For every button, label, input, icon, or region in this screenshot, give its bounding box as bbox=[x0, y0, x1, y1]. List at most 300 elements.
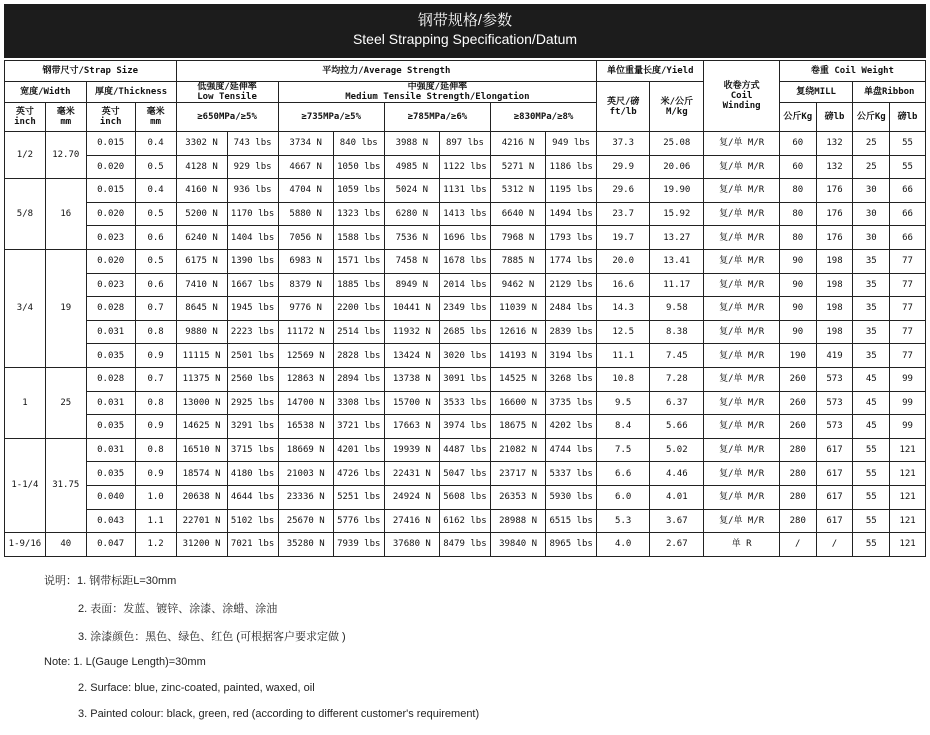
mill-lb-cell: 573 bbox=[816, 367, 853, 391]
med735-n-cell: 8379 N bbox=[278, 273, 333, 297]
header-line: mm bbox=[150, 117, 162, 127]
med830-n-cell: 16600 N bbox=[490, 391, 545, 415]
header-line: mm bbox=[60, 117, 72, 127]
ribbon-kg-cell: 55 bbox=[853, 462, 890, 486]
mill-kg-header: 公斤Kg bbox=[779, 103, 816, 132]
med735-lbs-cell: 4726 lbs bbox=[333, 462, 384, 486]
mill-kg-cell: 90 bbox=[779, 273, 816, 297]
ribbon-kg-cell: 35 bbox=[853, 320, 890, 344]
table-row bbox=[5, 179, 926, 203]
med785-lbs-cell: 1131 lbs bbox=[439, 179, 490, 203]
title-chinese: 钢带规格/参数 bbox=[417, 12, 513, 29]
ribbon-kg-cell: 25 bbox=[853, 155, 890, 179]
ribbon-lb-cell: 66 bbox=[890, 202, 926, 226]
table-row bbox=[5, 533, 926, 557]
med785-n-cell: 8949 N bbox=[384, 273, 439, 297]
thickness-mm-cell: 0.5 bbox=[135, 155, 176, 179]
med785-n-cell: 19939 N bbox=[384, 438, 439, 462]
med785-lbs-cell: 3974 lbs bbox=[439, 415, 490, 439]
thickness-mm-cell: 0.9 bbox=[135, 415, 176, 439]
m-per-kg-cell: 9.58 bbox=[650, 297, 704, 321]
mill-kg-cell: 280 bbox=[779, 485, 816, 509]
ribbon-lb-cell: 121 bbox=[890, 485, 926, 509]
thickness-header: 厚度/Thickness bbox=[86, 82, 176, 103]
med735-n-cell: 35280 N bbox=[278, 533, 333, 557]
ribbon-kg-cell: 45 bbox=[853, 391, 890, 415]
m-per-kg-cell: 8.38 bbox=[650, 320, 704, 344]
med735-n-cell: 23336 N bbox=[278, 485, 333, 509]
header-line: inch bbox=[14, 117, 36, 127]
med735-n-cell: 11172 N bbox=[278, 320, 333, 344]
grade-650-header: ≥650MPa/≥5% bbox=[176, 103, 278, 132]
med830-lbs-cell: 5930 lbs bbox=[546, 485, 597, 509]
ft-per-lb-cell: 16.6 bbox=[597, 273, 650, 297]
winding-cell: 复/单 M/R bbox=[704, 202, 780, 226]
med830-lbs-cell: 2839 lbs bbox=[546, 320, 597, 344]
width-mm-cell: 31.75 bbox=[45, 438, 86, 532]
width-mm-cell: 16 bbox=[45, 179, 86, 250]
title-banner bbox=[4, 4, 926, 58]
med735-lbs-cell: 1050 lbs bbox=[333, 155, 384, 179]
note-en-1: Note: 1. L(Gauge Length)=30mm bbox=[44, 656, 206, 668]
low-lbs-cell: 5102 lbs bbox=[227, 509, 278, 533]
mill-lb-cell: 617 bbox=[816, 462, 853, 486]
med735-lbs-cell: 2514 lbs bbox=[333, 320, 384, 344]
mill-kg-cell: 260 bbox=[779, 367, 816, 391]
header-line: 英寸 bbox=[15, 107, 34, 117]
thickness-inch-cell: 0.035 bbox=[86, 344, 135, 368]
width-mm-cell: 40 bbox=[45, 533, 86, 557]
header-line: 毫米 bbox=[56, 107, 75, 117]
ribbon-header: 单盘Ribbon bbox=[853, 82, 926, 103]
ft-per-lb-cell: 11.1 bbox=[597, 344, 650, 368]
mill-lb-cell: 573 bbox=[816, 391, 853, 415]
m-per-kg-cell: 5.66 bbox=[650, 415, 704, 439]
med735-n-cell: 14700 N bbox=[278, 391, 333, 415]
low-tensile-en: Low Tensile bbox=[197, 92, 257, 102]
med785-n-cell: 13424 N bbox=[384, 344, 439, 368]
med785-lbs-cell: 6162 lbs bbox=[439, 509, 490, 533]
table-row bbox=[5, 297, 926, 321]
mill-header: 复绕MILL bbox=[779, 82, 853, 103]
ft-per-lb-cell: 12.5 bbox=[597, 320, 650, 344]
thickness-inch-header bbox=[86, 103, 135, 132]
med735-lbs-cell: 2828 lbs bbox=[333, 344, 384, 368]
table-row bbox=[5, 344, 926, 368]
med830-n-cell: 7968 N bbox=[490, 226, 545, 250]
thickness-inch-cell: 0.020 bbox=[86, 155, 135, 179]
med830-n-cell: 14525 N bbox=[490, 367, 545, 391]
table-row bbox=[5, 249, 926, 273]
ft-per-lb-cell: 5.3 bbox=[597, 509, 650, 533]
m-per-kg-cell: 7.45 bbox=[650, 344, 704, 368]
low-n-cell: 22701 N bbox=[176, 509, 227, 533]
low-lbs-cell: 936 lbs bbox=[227, 179, 278, 203]
winding-cell: 复/单 M/R bbox=[704, 226, 780, 250]
med735-n-cell: 4704 N bbox=[278, 179, 333, 203]
low-lbs-cell: 2560 lbs bbox=[227, 367, 278, 391]
mill-kg-cell: 280 bbox=[779, 438, 816, 462]
med785-n-cell: 37680 N bbox=[384, 533, 439, 557]
med830-lbs-cell: 8965 lbs bbox=[546, 533, 597, 557]
table-row bbox=[5, 462, 926, 486]
ribbon-lb-cell: 99 bbox=[890, 415, 926, 439]
med735-n-cell: 21003 N bbox=[278, 462, 333, 486]
grade-830-header: ≥830MPa/≥8% bbox=[490, 103, 596, 132]
m-per-kg-cell: 3.67 bbox=[650, 509, 704, 533]
low-lbs-cell: 929 lbs bbox=[227, 155, 278, 179]
thickness-inch-cell: 0.031 bbox=[86, 391, 135, 415]
med830-n-cell: 6640 N bbox=[490, 202, 545, 226]
m-per-kg-cell: 4.01 bbox=[650, 485, 704, 509]
ribbon-lb-cell: 55 bbox=[890, 155, 926, 179]
winding-cell: 复/单 M/R bbox=[704, 155, 780, 179]
med785-lbs-cell: 1678 lbs bbox=[439, 249, 490, 273]
med830-n-cell: 5271 N bbox=[490, 155, 545, 179]
ribbon-kg-cell: 55 bbox=[853, 509, 890, 533]
low-tensile-cn: 低强度/延伸率 bbox=[197, 82, 257, 92]
table-row bbox=[5, 320, 926, 344]
med830-n-cell: 4216 N bbox=[490, 132, 545, 156]
mill-lb-cell: 176 bbox=[816, 202, 853, 226]
low-n-cell: 18574 N bbox=[176, 462, 227, 486]
table-row bbox=[5, 132, 926, 156]
ribbon-lb-cell: 99 bbox=[890, 367, 926, 391]
ribbon-kg-cell: 30 bbox=[853, 226, 890, 250]
thickness-mm-cell: 0.4 bbox=[135, 179, 176, 203]
mill-kg-cell: 280 bbox=[779, 462, 816, 486]
ribbon-kg-cell: 30 bbox=[853, 179, 890, 203]
low-lbs-cell: 7021 lbs bbox=[227, 533, 278, 557]
med735-lbs-cell: 1885 lbs bbox=[333, 273, 384, 297]
m-per-kg-cell: 20.06 bbox=[650, 155, 704, 179]
med735-lbs-cell: 1059 lbs bbox=[333, 179, 384, 203]
mill-lb-cell: 617 bbox=[816, 485, 853, 509]
med830-n-cell: 26353 N bbox=[490, 485, 545, 509]
med735-n-cell: 6983 N bbox=[278, 249, 333, 273]
med830-lbs-cell: 4202 lbs bbox=[546, 415, 597, 439]
low-n-cell: 16510 N bbox=[176, 438, 227, 462]
ribbon-kg-cell: 25 bbox=[853, 132, 890, 156]
note-cn-3: 3. 涂漆颜色：黑色、绿色、红色 (可根据客户要求定做 ) bbox=[78, 631, 346, 643]
m-per-kg-cell: 4.46 bbox=[650, 462, 704, 486]
table-row bbox=[5, 438, 926, 462]
width-inch-cell: 1-9/16 bbox=[5, 533, 46, 557]
med785-n-cell: 11932 N bbox=[384, 320, 439, 344]
ribbon-kg-cell: 55 bbox=[853, 485, 890, 509]
thickness-inch-cell: 0.031 bbox=[86, 320, 135, 344]
thickness-inch-cell: 0.040 bbox=[86, 485, 135, 509]
med735-n-cell: 25670 N bbox=[278, 509, 333, 533]
thickness-mm-cell: 0.5 bbox=[135, 249, 176, 273]
mill-kg-cell: 190 bbox=[779, 344, 816, 368]
note-cn-1: 说明：1. 钢带标距L=30mm bbox=[44, 575, 177, 587]
ribbon-kg-cell: 55 bbox=[853, 438, 890, 462]
med785-lbs-cell: 897 lbs bbox=[439, 132, 490, 156]
med735-lbs-cell: 7939 lbs bbox=[333, 533, 384, 557]
grade-735-header: ≥735MPa/≥5% bbox=[278, 103, 384, 132]
med735-lbs-cell: 1571 lbs bbox=[333, 249, 384, 273]
width-mm-cell: 12.70 bbox=[45, 132, 86, 179]
winding-header-line: Coil bbox=[730, 91, 753, 101]
medium-tensile-header bbox=[278, 82, 597, 103]
thickness-inch-cell: 0.043 bbox=[86, 509, 135, 533]
ft-per-lb-cell: 14.3 bbox=[597, 297, 650, 321]
med830-lbs-cell: 2129 lbs bbox=[546, 273, 597, 297]
m-per-kg-cell: 6.37 bbox=[650, 391, 704, 415]
thickness-inch-cell: 0.047 bbox=[86, 533, 135, 557]
mill-kg-cell: 80 bbox=[779, 179, 816, 203]
med830-n-cell: 7885 N bbox=[490, 249, 545, 273]
low-lbs-cell: 1170 lbs bbox=[227, 202, 278, 226]
low-lbs-cell: 743 lbs bbox=[227, 132, 278, 156]
med785-lbs-cell: 5608 lbs bbox=[439, 485, 490, 509]
med785-n-cell: 15700 N bbox=[384, 391, 439, 415]
low-lbs-cell: 2223 lbs bbox=[227, 320, 278, 344]
low-n-cell: 6175 N bbox=[176, 249, 227, 273]
med830-n-cell: 12616 N bbox=[490, 320, 545, 344]
med830-lbs-cell: 3194 lbs bbox=[546, 344, 597, 368]
mill-lb-header: 磅lb bbox=[816, 103, 853, 132]
med785-lbs-cell: 1413 lbs bbox=[439, 202, 490, 226]
mill-lb-cell: 198 bbox=[816, 249, 853, 273]
med785-lbs-cell: 2014 lbs bbox=[439, 273, 490, 297]
low-lbs-cell: 4180 lbs bbox=[227, 462, 278, 486]
med785-n-cell: 17663 N bbox=[384, 415, 439, 439]
ft-per-lb-cell: 29.6 bbox=[597, 179, 650, 203]
med735-n-cell: 12569 N bbox=[278, 344, 333, 368]
ribbon-lb-cell: 77 bbox=[890, 273, 926, 297]
m-per-kg-cell: 7.28 bbox=[650, 367, 704, 391]
med785-lbs-cell: 8479 lbs bbox=[439, 533, 490, 557]
med830-lbs-cell: 1774 lbs bbox=[546, 249, 597, 273]
med830-lbs-cell: 3735 lbs bbox=[546, 391, 597, 415]
table-row bbox=[5, 509, 926, 533]
low-n-cell: 8645 N bbox=[176, 297, 227, 321]
med785-n-cell: 4985 N bbox=[384, 155, 439, 179]
thickness-inch-cell: 0.015 bbox=[86, 132, 135, 156]
ft-per-lb-cell: 4.0 bbox=[597, 533, 650, 557]
width-inch-cell: 3/4 bbox=[5, 249, 46, 367]
low-lbs-cell: 1667 lbs bbox=[227, 273, 278, 297]
low-lbs-cell: 2925 lbs bbox=[227, 391, 278, 415]
note-en-2: 2. Surface: blue, zinc-coated, painted, waxed, oil bbox=[78, 682, 315, 694]
mill-lb-cell: 198 bbox=[816, 273, 853, 297]
m-per-kg-cn: 米/公斤 bbox=[660, 96, 693, 107]
winding-header bbox=[704, 61, 780, 132]
med830-lbs-cell: 3268 lbs bbox=[546, 367, 597, 391]
med735-n-cell: 3734 N bbox=[278, 132, 333, 156]
low-n-cell: 3302 N bbox=[176, 132, 227, 156]
mill-kg-cell: 260 bbox=[779, 415, 816, 439]
med785-n-cell: 7458 N bbox=[384, 249, 439, 273]
med735-lbs-cell: 840 lbs bbox=[333, 132, 384, 156]
unit-weight-header: 单位重量长度/Yield bbox=[597, 61, 704, 82]
med830-n-cell: 18675 N bbox=[490, 415, 545, 439]
ribbon-lb-cell: 121 bbox=[890, 438, 926, 462]
ribbon-lb-cell: 121 bbox=[890, 509, 926, 533]
med735-lbs-cell: 1588 lbs bbox=[333, 226, 384, 250]
width-mm-header bbox=[45, 103, 86, 132]
low-lbs-cell: 1404 lbs bbox=[227, 226, 278, 250]
ribbon-kg-cell: 45 bbox=[853, 415, 890, 439]
med830-n-cell: 28988 N bbox=[490, 509, 545, 533]
mill-kg-cell: / bbox=[779, 533, 816, 557]
med735-lbs-cell: 5776 lbs bbox=[333, 509, 384, 533]
thickness-inch-cell: 0.035 bbox=[86, 462, 135, 486]
ribbon-kg-cell: 45 bbox=[853, 367, 890, 391]
width-header: 宽度/Width bbox=[5, 82, 87, 103]
medium-tensile-en: Medium Tensile Strength/Elongation bbox=[345, 92, 530, 102]
thickness-mm-cell: 0.5 bbox=[135, 202, 176, 226]
med830-lbs-cell: 6515 lbs bbox=[546, 509, 597, 533]
m-per-kg-header bbox=[650, 82, 704, 132]
mill-lb-cell: 617 bbox=[816, 438, 853, 462]
ft-per-lb-cell: 6.6 bbox=[597, 462, 650, 486]
low-lbs-cell: 1390 lbs bbox=[227, 249, 278, 273]
thickness-inch-cell: 0.028 bbox=[86, 297, 135, 321]
m-per-kg-cell: 5.02 bbox=[650, 438, 704, 462]
ft-per-lb-cell: 37.3 bbox=[597, 132, 650, 156]
med735-lbs-cell: 3308 lbs bbox=[333, 391, 384, 415]
low-n-cell: 7410 N bbox=[176, 273, 227, 297]
thickness-inch-cell: 0.035 bbox=[86, 415, 135, 439]
thickness-mm-cell: 0.7 bbox=[135, 367, 176, 391]
mill-lb-cell: 419 bbox=[816, 344, 853, 368]
title-english: Steel Strapping Specification/Datum bbox=[352, 31, 578, 47]
winding-header-line: 收卷方式 bbox=[723, 81, 760, 91]
mill-lb-cell: 198 bbox=[816, 320, 853, 344]
thickness-mm-cell: 1.2 bbox=[135, 533, 176, 557]
med785-n-cell: 10441 N bbox=[384, 297, 439, 321]
ribbon-lb-cell: 121 bbox=[890, 462, 926, 486]
m-per-kg-en: M/kg bbox=[665, 106, 688, 117]
note-en-3: 3. Painted colour: black, green, red (according to different customer's requirement) bbox=[78, 708, 480, 720]
winding-header-line: Winding bbox=[722, 101, 761, 111]
mill-kg-cell: 90 bbox=[779, 249, 816, 273]
med830-n-cell: 5312 N bbox=[490, 179, 545, 203]
m-per-kg-cell: 15.92 bbox=[650, 202, 704, 226]
m-per-kg-cell: 11.17 bbox=[650, 273, 704, 297]
low-lbs-cell: 2501 lbs bbox=[227, 344, 278, 368]
m-per-kg-cell: 13.27 bbox=[650, 226, 704, 250]
ribbon-kg-cell: 35 bbox=[853, 344, 890, 368]
thickness-mm-cell: 0.9 bbox=[135, 344, 176, 368]
med735-n-cell: 9776 N bbox=[278, 297, 333, 321]
mill-lb-cell: 176 bbox=[816, 226, 853, 250]
ribbon-lb-header: 磅lb bbox=[890, 103, 926, 132]
table-row bbox=[5, 155, 926, 179]
ft-per-lb-cell: 29.9 bbox=[597, 155, 650, 179]
med785-n-cell: 7536 N bbox=[384, 226, 439, 250]
low-lbs-cell: 3715 lbs bbox=[227, 438, 278, 462]
winding-cell: 复/单 M/R bbox=[704, 462, 780, 486]
med785-n-cell: 13738 N bbox=[384, 367, 439, 391]
med785-n-cell: 22431 N bbox=[384, 462, 439, 486]
low-n-cell: 31200 N bbox=[176, 533, 227, 557]
table-row bbox=[5, 485, 926, 509]
width-inch-cell: 1/2 bbox=[5, 132, 46, 179]
thickness-mm-cell: 0.8 bbox=[135, 320, 176, 344]
mill-kg-cell: 60 bbox=[779, 155, 816, 179]
table-row bbox=[5, 226, 926, 250]
thickness-mm-cell: 0.8 bbox=[135, 391, 176, 415]
mill-kg-cell: 280 bbox=[779, 509, 816, 533]
low-lbs-cell: 3291 lbs bbox=[227, 415, 278, 439]
med785-lbs-cell: 2685 lbs bbox=[439, 320, 490, 344]
med830-lbs-cell: 1195 lbs bbox=[546, 179, 597, 203]
low-n-cell: 9880 N bbox=[176, 320, 227, 344]
med830-n-cell: 39840 N bbox=[490, 533, 545, 557]
width-inch-cell: 5/8 bbox=[5, 179, 46, 250]
table-row bbox=[5, 415, 926, 439]
mill-lb-cell: 132 bbox=[816, 132, 853, 156]
low-n-cell: 14625 N bbox=[176, 415, 227, 439]
ft-per-lb-en: ft/lb bbox=[609, 106, 637, 117]
thickness-mm-cell: 0.9 bbox=[135, 462, 176, 486]
med785-n-cell: 5024 N bbox=[384, 179, 439, 203]
med735-n-cell: 18669 N bbox=[278, 438, 333, 462]
med830-n-cell: 21082 N bbox=[490, 438, 545, 462]
ribbon-lb-cell: 77 bbox=[890, 249, 926, 273]
winding-cell: 复/单 M/R bbox=[704, 391, 780, 415]
ribbon-lb-cell: 55 bbox=[890, 132, 926, 156]
med785-n-cell: 3988 N bbox=[384, 132, 439, 156]
winding-cell: 复/单 M/R bbox=[704, 273, 780, 297]
mill-lb-cell: 573 bbox=[816, 415, 853, 439]
thickness-mm-cell: 1.0 bbox=[135, 485, 176, 509]
m-per-kg-cell: 19.90 bbox=[650, 179, 704, 203]
low-n-cell: 5200 N bbox=[176, 202, 227, 226]
strap-size-header: 钢带尺寸/Strap Size bbox=[5, 61, 177, 82]
med735-n-cell: 5880 N bbox=[278, 202, 333, 226]
med830-lbs-cell: 949 lbs bbox=[546, 132, 597, 156]
ribbon-lb-cell: 121 bbox=[890, 533, 926, 557]
ribbon-kg-cell: 35 bbox=[853, 249, 890, 273]
med785-lbs-cell: 3533 lbs bbox=[439, 391, 490, 415]
low-lbs-cell: 4644 lbs bbox=[227, 485, 278, 509]
med830-n-cell: 14193 N bbox=[490, 344, 545, 368]
header-line: inch bbox=[99, 117, 122, 127]
low-n-cell: 4160 N bbox=[176, 179, 227, 203]
m-per-kg-cell: 2.67 bbox=[650, 533, 704, 557]
ft-per-lb-cell: 19.7 bbox=[597, 226, 650, 250]
m-per-kg-cell: 13.41 bbox=[650, 249, 704, 273]
ribbon-kg-cell: 35 bbox=[853, 273, 890, 297]
winding-cell: 复/单 M/R bbox=[704, 438, 780, 462]
med785-n-cell: 27416 N bbox=[384, 509, 439, 533]
coil-weight-header: 卷重 Coil Weight bbox=[779, 61, 925, 82]
thickness-inch-cell: 0.015 bbox=[86, 179, 135, 203]
grade-785-header: ≥785MPa/≥6% bbox=[384, 103, 490, 132]
thickness-mm-cell: 0.6 bbox=[135, 273, 176, 297]
ribbon-lb-cell: 66 bbox=[890, 226, 926, 250]
winding-cell: 单 R bbox=[704, 533, 780, 557]
thickness-inch-cell: 0.023 bbox=[86, 226, 135, 250]
thickness-inch-cell: 0.023 bbox=[86, 273, 135, 297]
medium-tensile-cn: 中强度/延伸率 bbox=[407, 82, 468, 92]
mill-lb-cell: 198 bbox=[816, 297, 853, 321]
mill-kg-cell: 60 bbox=[779, 132, 816, 156]
med785-n-cell: 24924 N bbox=[384, 485, 439, 509]
med830-lbs-cell: 1494 lbs bbox=[546, 202, 597, 226]
mill-kg-cell: 90 bbox=[779, 297, 816, 321]
med785-lbs-cell: 2349 lbs bbox=[439, 297, 490, 321]
width-mm-cell: 25 bbox=[45, 367, 86, 438]
winding-cell: 复/单 M/R bbox=[704, 367, 780, 391]
med735-lbs-cell: 3721 lbs bbox=[333, 415, 384, 439]
ft-per-lb-cn: 英尺/磅 bbox=[606, 96, 640, 107]
